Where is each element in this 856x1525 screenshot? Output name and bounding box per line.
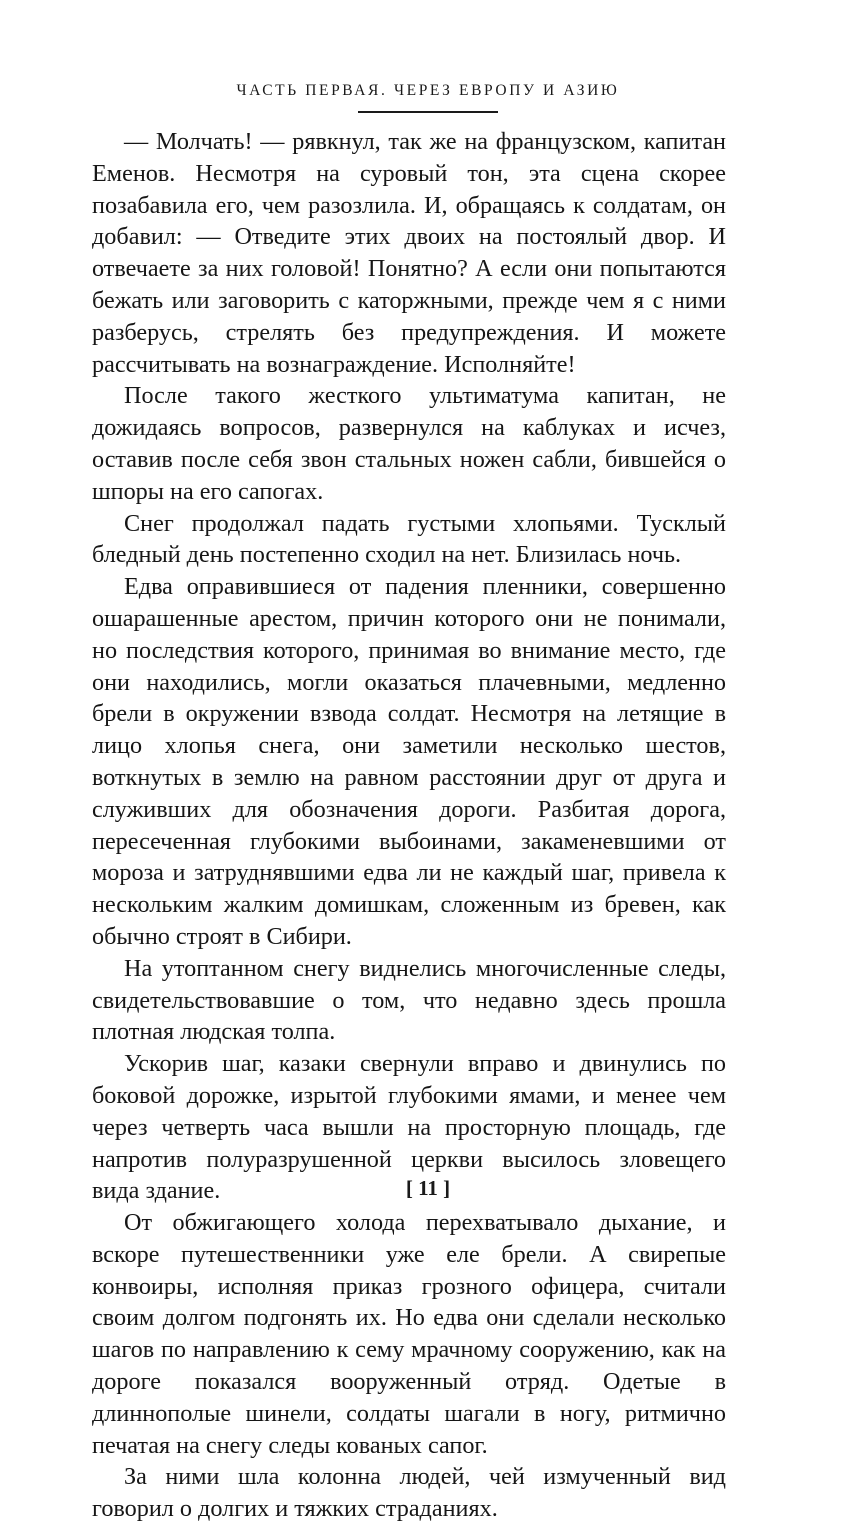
paragraph: — Молчать! — рявкнул, так же на французском, капитан Еменов. Несмотря на суровый тон, эта сцена скорее позабавила его, чем разозлила. И, обращаясь к солдатам, он добавил: — Отведите этих двоих на постоялый двор. И отвечаете за них головой! Понятно? А если они попытаются бежать или заговорить с каторжными, прежде чем я с ними разберусь, стрелять без предупреждения. И можете рассчитывать на вознаграждение. Исполняйте! xyxy=(92,128,726,378)
paragraph: От обжигающего холода перехватывало дыхание, и вскоре путешественники уже еле брели. А свирепые конвоиры, исполняя приказ грозного офицера, считали своим долгом подгонять их. Но едва они сделали несколько шагов по направлению к сему мрачному сооружению, как на дороге показался вооруженный отряд. Одетые в длиннополые шинели, солдаты шагали в ногу, ритмично печатая на снегу следы кованых сапог. xyxy=(92,1209,726,1459)
header-rule xyxy=(358,111,498,113)
paragraph: За ними шла колонна людей, чей измученный вид говорил о долгих и тяжких страданиях. xyxy=(92,1463,726,1523)
running-head: ЧАСТЬ ПЕРВАЯ. ЧЕРЕЗ ЕВРОПУ И АЗИЮ xyxy=(236,82,620,99)
paragraph: Ускорив шаг, казаки свернули вправо и двинулись по боковой дорожке, изрытой глубокими ямами, и менее чем через четверть часа вышли на просторную площадь, где напротив полуразрушенной церкви высилось зловещего вида здание. xyxy=(92,1050,726,1205)
paragraph: Едва оправившиеся от падения пленники, совершенно ошарашенные арестом, причин которого они не понимали, но последствия которого, принимая во внимание место, где они находились, могли оказаться плачевными, медленно брели в окружении взвода солдат. Несмотря на летящие в лицо хлопья снега, они заметили несколько шестов, воткнутых в землю на равном расстоянии друг от друга и служивших для обозначения дороги. Разбитая дорога, пересеченная глубокими выбоинами, закаменевшими от мороза и затруднявшими едва ли не каждый шаг, привела к нескольким жалким домишкам, сложенным из бревен, как обычно строят в Сибири. xyxy=(92,573,726,950)
page-number: [ 11 ] xyxy=(405,1176,451,1200)
paragraph: На утоптанном снегу виднелись многочисленные следы, свидетельствовавшие о том, что недавно здесь прошла плотная людская толпа. xyxy=(92,954,726,1046)
paragraph: Снег продолжал падать густыми хлопьями. Тусклый бледный день постепенно сходил на нет. Близилась ночь. xyxy=(92,509,726,569)
paragraph: После такого жесткого ультиматума капитан, не дожидаясь вопросов, развернулся на каблуках и исчез, оставив после себя звон стальных ножен сабли, бившейся о шпоры на его сапогах. xyxy=(92,382,726,505)
body-text xyxy=(92,126,726,1525)
